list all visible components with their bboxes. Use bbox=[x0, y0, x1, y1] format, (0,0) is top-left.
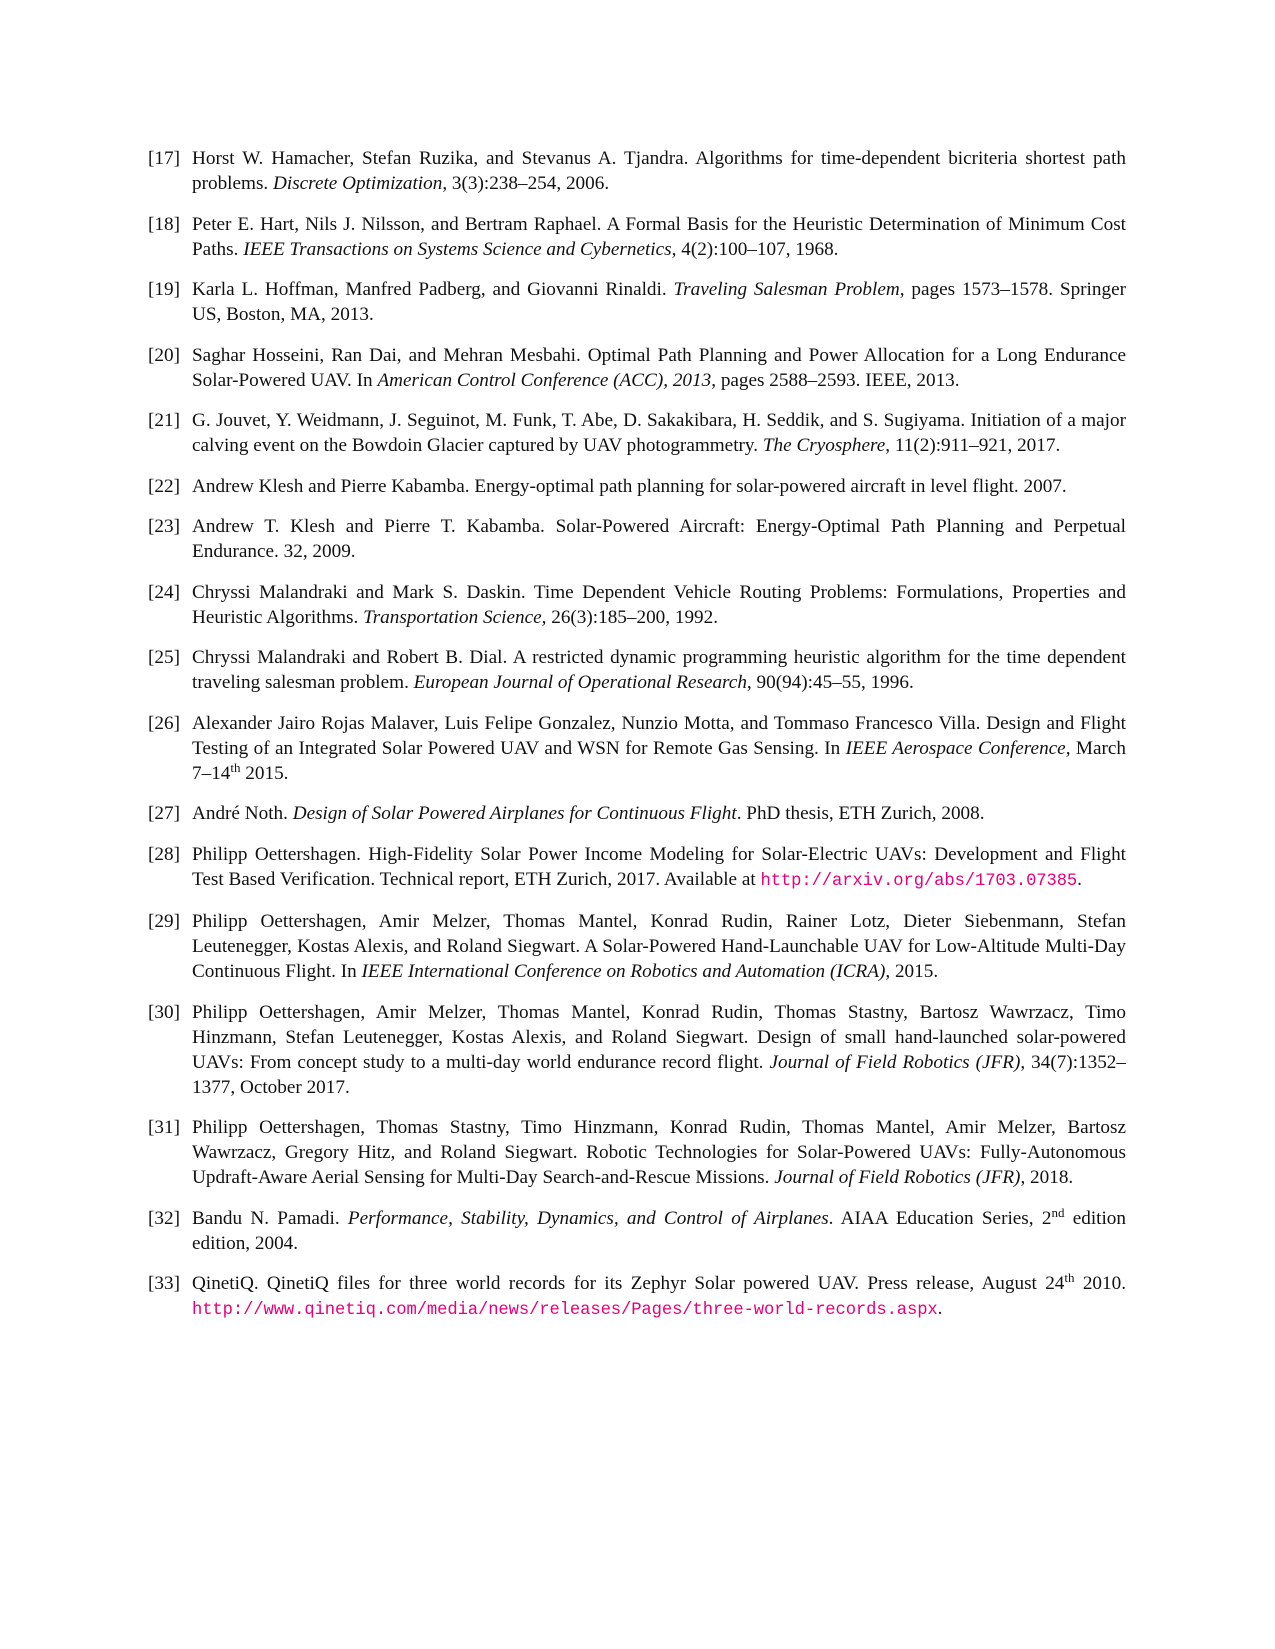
reference-venue: Journal of Field Robotics (JFR) bbox=[774, 1167, 1021, 1188]
reference-text bbox=[192, 212, 1126, 262]
reference-text bbox=[192, 909, 1126, 984]
reference-text-segment: 2015. bbox=[240, 762, 289, 784]
reference-text-segment: Saghar Hosseini, Ran Dai, and Mehran Mesbahi. Optimal Path Planning and Power Allocation for a Long Endurance Solar-Powered UAV. In bbox=[192, 344, 1126, 391]
reference-text bbox=[192, 343, 1126, 393]
reference-url-link[interactable]: http://arxiv.org/abs/1703.07385 bbox=[760, 871, 1078, 891]
reference-text-segment: , 3(3):238–254, 2006. bbox=[442, 173, 610, 194]
reference-number: [18] bbox=[148, 213, 180, 235]
reference-number: [20] bbox=[148, 344, 180, 366]
reference-number: [25] bbox=[148, 647, 180, 668]
reference-text-segment: Peter E. Hart, Nils J. Nilsson, and Bertram Raphael. A Formal Basis for the Heuristic Determination of Minimum Cost Paths. bbox=[192, 213, 1126, 260]
reference-venue: Design of Solar Powered Airplanes for Continuous Flight bbox=[292, 803, 737, 824]
reference-item bbox=[148, 343, 1126, 393]
reference-number: [23] bbox=[148, 516, 180, 537]
ordinal-superscript: th bbox=[230, 759, 241, 775]
reference-number: [31] bbox=[148, 1117, 180, 1138]
reference-text-segment: . bbox=[1077, 868, 1082, 890]
reference-text-segment: , pages 2588–2593. IEEE, 2013. bbox=[711, 369, 960, 391]
reference-number: [22] bbox=[148, 475, 180, 497]
reference-item bbox=[148, 1271, 1126, 1323]
reference-venue: Journal of Field Robotics (JFR) bbox=[769, 1051, 1021, 1073]
reference-text-segment: Horst W. Hamacher, Stefan Ruzika, and Stevanus A. Tjandra. Algorithms for time-dependent bicriteria shortest path problems. bbox=[192, 148, 1126, 194]
reference-text-segment: Chryssi Malandraki and Robert B. Dial. A restricted dynamic programming heuristic algorithm for the time dependent traveling salesman problem. bbox=[192, 647, 1126, 693]
reference-number: [32] bbox=[148, 1207, 180, 1229]
reference-text-segment: Philipp Oettershagen, Amir Melzer, Thomas Mantel, Konrad Rudin, Rainer Lotz, Dieter Siebenmann, Stefan Leutenegger, Kostas Alexis, and Roland Siegwart. A Solar-Powered Hand-Launchable UAV for Low-Altitude Multi-Day Continuous Flight. In bbox=[192, 911, 1126, 982]
reference-item bbox=[148, 1000, 1126, 1100]
reference-text-segment: , March 7–14 bbox=[192, 737, 1126, 784]
reference-item bbox=[148, 474, 1126, 499]
reference-text bbox=[192, 580, 1126, 630]
reference-text-segment: Andrew T. Klesh and Pierre T. Kabamba. Solar-Powered Aircraft: Energy-Optimal Path Planning and Perpetual Endurance. 32, 2009. bbox=[192, 516, 1126, 562]
reference-text-segment: , 26(3):185–200, 1992. bbox=[541, 606, 719, 628]
reference-venue: Transportation Science bbox=[363, 606, 542, 628]
reference-text-segment: Chryssi Malandraki and Mark S. Daskin. Time Dependent Vehicle Routing Problems: Formulations, Properties and Heuristic Algorithms. bbox=[192, 581, 1126, 628]
reference-item bbox=[148, 1206, 1126, 1256]
reference-item bbox=[148, 408, 1126, 458]
reference-venue: Traveling Salesman Problem bbox=[673, 279, 900, 300]
reference-text-segment: , 11(2):911–921, 2017. bbox=[885, 435, 1061, 456]
reference-text-segment: Philipp Oettershagen, Thomas Stastny, Timo Hinzmann, Konrad Rudin, Thomas Mantel, Amir Melzer, Bartosz Wawrzacz, Gregory Hitz, and Roland Siegwart. Robotic Technologies for Solar-Powered UAVs: Fully-Autonomous Updraft-Aware Aerial Sensing for Multi-Day Search-and-Rescue Missions. bbox=[192, 1117, 1126, 1188]
reference-text bbox=[192, 277, 1126, 327]
reference-item bbox=[148, 645, 1126, 695]
reference-item bbox=[148, 801, 1126, 826]
reference-text-segment: QinetiQ. QinetiQ files for three world records for its Zephyr Solar powered UAV. Press release, August 24 bbox=[192, 1273, 1065, 1294]
reference-item bbox=[148, 842, 1126, 894]
reference-text-segment: Alexander Jairo Rojas Malaver, Luis Felipe Gonzalez, Nunzio Motta, and Tommaso Francesco Villa. Design and Flight Testing of an Integrated Solar Powered UAV and WSN for Remote Gas Sensing. In bbox=[192, 712, 1126, 759]
reference-venue: The Cryosphere bbox=[762, 435, 886, 456]
reference-text bbox=[192, 1206, 1126, 1256]
reference-item bbox=[148, 277, 1126, 327]
reference-number: [19] bbox=[148, 279, 180, 300]
reference-url-link[interactable]: http://www.qinetiq.com/media/news/releases/Pages/three-world-records.aspx bbox=[192, 1301, 938, 1320]
reference-text-segment: , 2015. bbox=[885, 961, 939, 982]
reference-text bbox=[192, 711, 1126, 786]
reference-venue: IEEE International Conference on Robotics and Automation (ICRA) bbox=[361, 961, 886, 982]
reference-text-segment: , 2018. bbox=[1020, 1167, 1074, 1188]
reference-text-segment: . PhD thesis, ETH Zurich, 2008. bbox=[736, 803, 985, 824]
reference-text-segment: Karla L. Hoffman, Manfred Padberg, and Giovanni Rinaldi. bbox=[192, 279, 674, 300]
reference-text bbox=[192, 801, 1126, 826]
reference-item bbox=[148, 146, 1126, 196]
reference-text bbox=[192, 514, 1126, 564]
reference-text bbox=[192, 146, 1126, 196]
reference-number: [26] bbox=[148, 712, 180, 734]
reference-text bbox=[192, 474, 1126, 499]
reference-text-segment: . bbox=[937, 1298, 943, 1319]
reference-text bbox=[192, 1271, 1126, 1323]
reference-item bbox=[148, 711, 1126, 786]
reference-text bbox=[192, 1000, 1126, 1100]
reference-text-segment: , pages 1573–1578. Springer US, Boston, MA, 2013. bbox=[192, 279, 1126, 325]
reference-text bbox=[192, 645, 1126, 695]
reference-number: [27] bbox=[148, 803, 180, 824]
reference-text-segment: , 4(2):100–107, 1968. bbox=[671, 238, 839, 260]
reference-item bbox=[148, 1115, 1126, 1190]
reference-text-segment: edition edition, 2004. bbox=[192, 1207, 1126, 1254]
reference-number: [30] bbox=[148, 1001, 180, 1023]
reference-text-segment: Philipp Oettershagen, Amir Melzer, Thomas Mantel, Konrad Rudin, Thomas Stastny, Bartosz Wawrzacz, Timo Hinzmann, Stefan Leutenegger, Kostas Alexis, and Roland Siegwart. Design of small hand-launched solar-powered UAVs: From concept study to a multi-day world endurance record flight. bbox=[192, 1001, 1126, 1073]
ordinal-superscript: th bbox=[1064, 1269, 1075, 1285]
reference-text-segment: G. Jouvet, Y. Weidmann, J. Seguinot, M. Funk, T. Abe, D. Sakakibara, H. Seddik, and S. Sugiyama. Initiation of a major calving event on the Bowdoin Glacier captured by UAV photogrammetry. bbox=[192, 410, 1126, 456]
reference-text-segment: . AIAA Education Series, 2 bbox=[828, 1207, 1052, 1229]
reference-list bbox=[148, 146, 1126, 1339]
reference-item bbox=[148, 909, 1126, 984]
reference-number: [24] bbox=[148, 581, 180, 603]
reference-text-segment: 2010. bbox=[1074, 1273, 1126, 1294]
reference-text-segment: Bandu N. Pamadi. bbox=[192, 1207, 348, 1229]
reference-text-segment: , 90(94):45–55, 1996. bbox=[746, 672, 914, 693]
reference-text-segment: , 34(7):1352–1377, October 2017. bbox=[192, 1051, 1126, 1098]
reference-number: [17] bbox=[148, 148, 180, 169]
reference-venue: IEEE Aerospace Conference bbox=[845, 737, 1066, 759]
reference-number: [21] bbox=[148, 410, 180, 431]
reference-number: [33] bbox=[148, 1273, 180, 1294]
reference-text bbox=[192, 408, 1126, 458]
reference-venue: European Journal of Operational Research bbox=[413, 672, 747, 693]
reference-text bbox=[192, 842, 1126, 894]
reference-number: [29] bbox=[148, 911, 180, 932]
reference-text-segment: André Noth. bbox=[192, 803, 293, 824]
reference-item bbox=[148, 514, 1126, 564]
reference-text-segment: Philipp Oettershagen. High-Fidelity Solar Power Income Modeling for Solar-Electric UAVs: Development and Flight Test Based Verification. Technical report, ETH Zurich, 2017. Available at bbox=[192, 843, 1126, 890]
ordinal-superscript: nd bbox=[1051, 1204, 1065, 1220]
reference-venue: American Control Conference (ACC), 2013 bbox=[377, 369, 712, 391]
reference-text bbox=[192, 1115, 1126, 1190]
reference-number: [28] bbox=[148, 843, 180, 865]
reference-venue: IEEE Transactions on Systems Science and Cybernetics bbox=[243, 238, 672, 260]
reference-text-segment: Andrew Klesh and Pierre Kabamba. Energy-optimal path planning for solar-powered aircraft in level flight. 2007. bbox=[192, 475, 1067, 497]
reference-venue: Performance, Stability, Dynamics, and Control of Airplanes bbox=[347, 1207, 829, 1229]
reference-venue: Discrete Optimization bbox=[273, 173, 443, 194]
reference-item bbox=[148, 212, 1126, 262]
reference-item bbox=[148, 580, 1126, 630]
